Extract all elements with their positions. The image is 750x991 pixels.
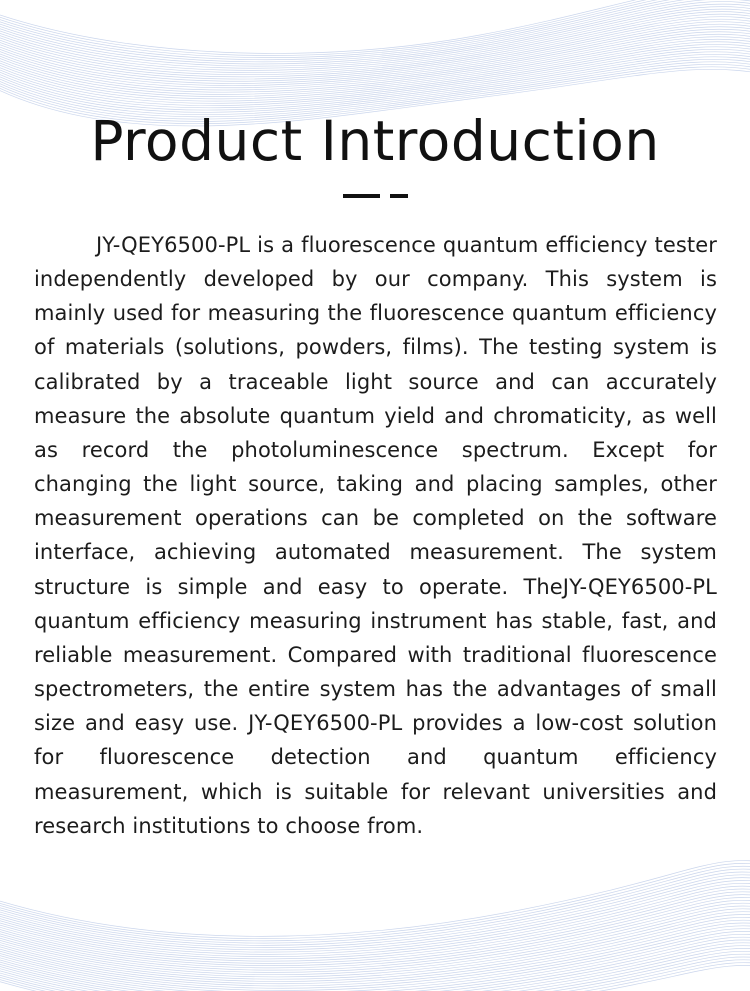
title-divider-short-dash xyxy=(390,194,408,198)
title-divider-long-dash xyxy=(343,194,380,198)
introduction-paragraph: JY-QEY6500-PL is a fluorescence quantum efficiency tester independently developed by our company. This system is mainly used for measuring the fluorescence quantum efficiency of materials (solutions, powders, films). The testing system is calibrated by a traceable light source and can accurately measure the absolute quantum yield and chromaticity, as well as record the photoluminescence spectrum. Except for changing the light source, taking and placing samples, other measurement operations can be completed on the software interface, achieving automated measurement. The system structure is simple and easy to operate. TheJY-QEY6500-PL quantum efficiency measuring instrument has stable, fast, and reliable measurement. Compared with traditional fluorescence spectrometers, the entire system has the advantages of small size and easy use. JY-QEY6500-PL provides a low-cost solution for fluorescence detection and quantum efficiency measurement, which is suitable for relevant universities and research institutions to choose from. xyxy=(34,233,717,838)
page-title: Product Introduction xyxy=(90,109,660,173)
